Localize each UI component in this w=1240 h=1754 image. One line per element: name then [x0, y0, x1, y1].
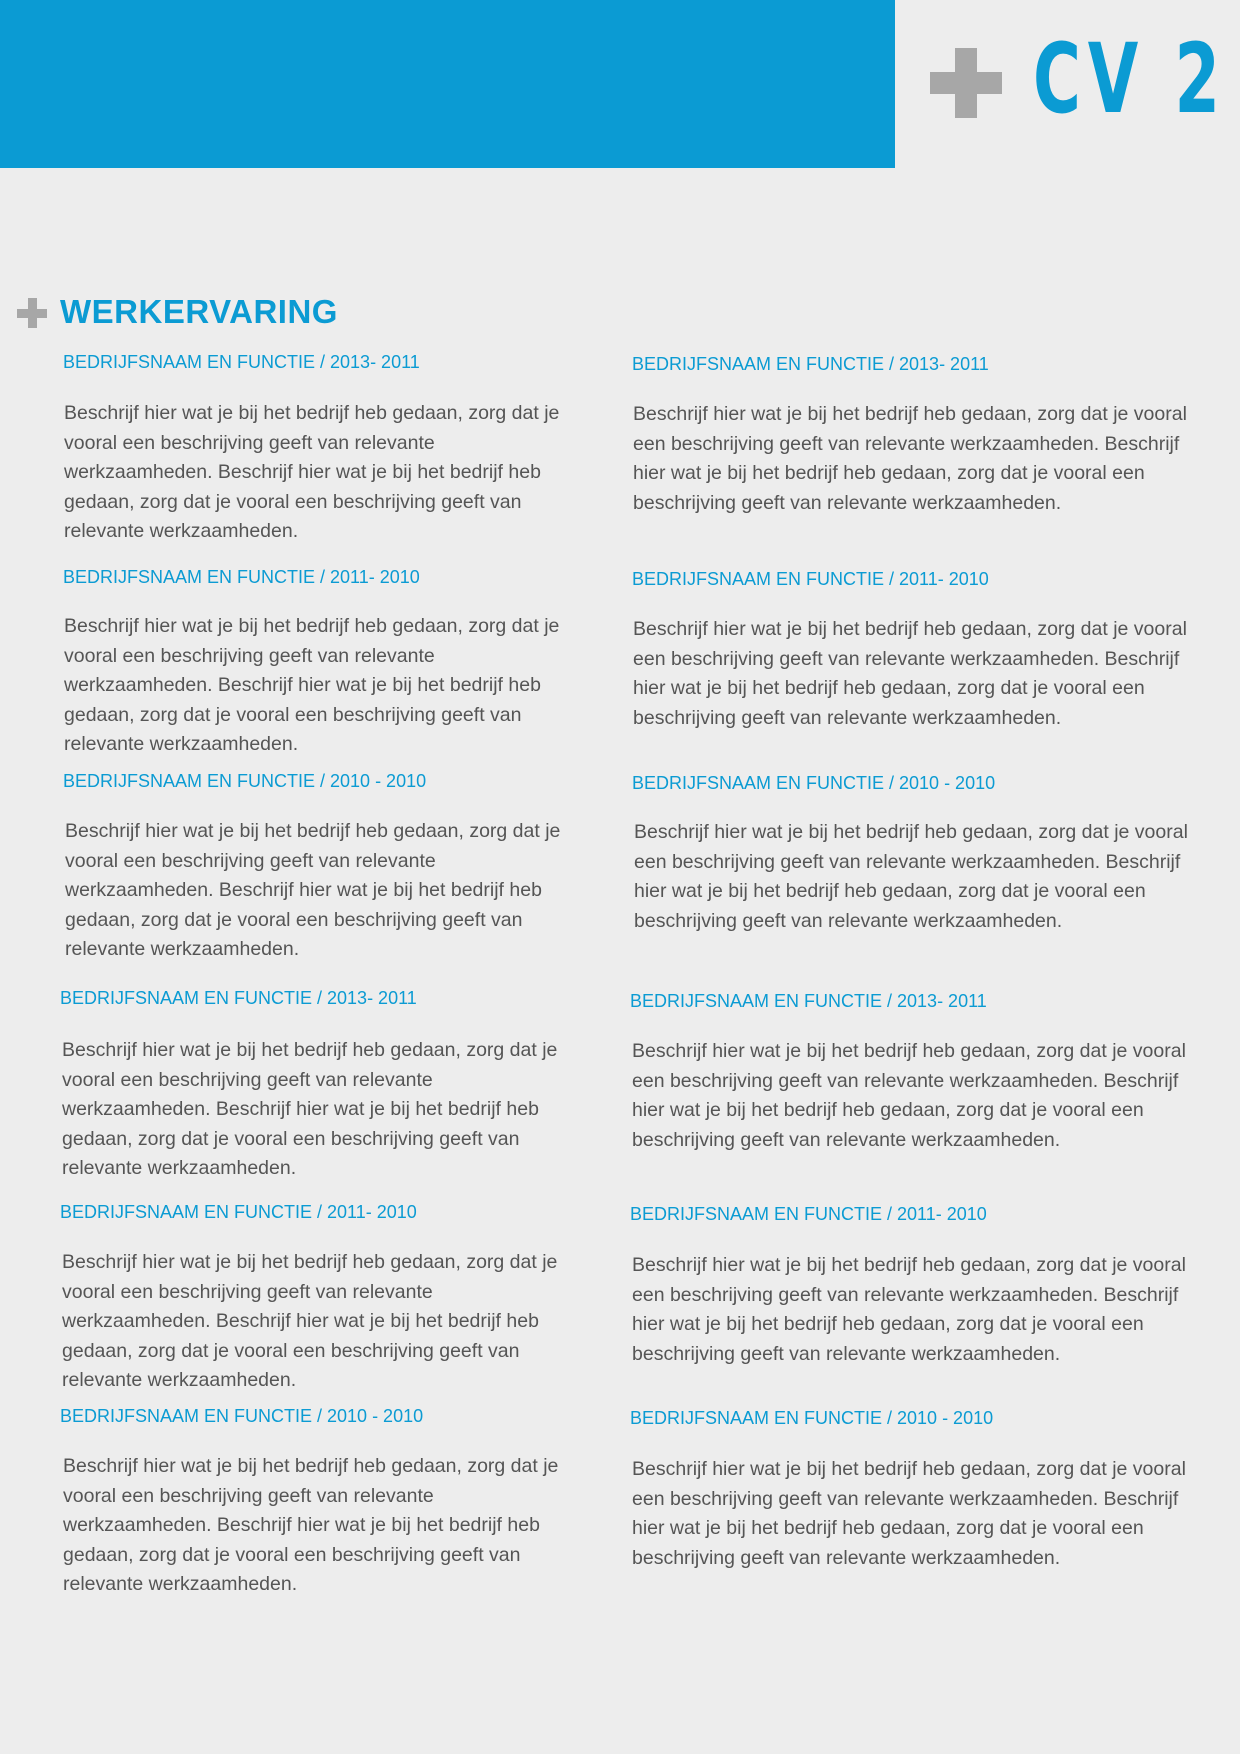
job-title: BEDRIJFSNAAM EN FUNCTIE / 2011- 2010 — [60, 1202, 417, 1222]
job-description: Beschrijf hier wat je bij het bedrijf heb gedaan, zorg dat je vooral een beschrijving geeft van relevante werkzaamheden. Beschrijf hier wat je bij het bedrijf heb gedaan, zorg dat je vooral een beschrijving geeft van relevante werkzaamheden. — [64, 402, 560, 542]
job-title: BEDRIJFSNAAM EN FUNCTIE / 2013- 2011 — [630, 991, 987, 1011]
job-description: Beschrijf hier wat je bij het bedrijf heb gedaan, zorg dat je vooral een beschrijving geeft van relevante werkzaamheden. Beschrijf hier wat je bij het bedrijf heb gedaan, zorg dat je vooral een beschrijving geeft van relevante werkzaamheden. — [62, 1039, 558, 1179]
page-title: CV 2 — [1033, 23, 1227, 135]
job-description: Beschrijf hier wat je bij het bedrijf heb gedaan, zorg dat je vooral een beschrijving geeft van relevante werkzaamheden. Beschrijf hier wat je bij het bedrijf heb gedaan, zorg dat je vooral een beschrijving geeft van relevante werkzaamheden. — [63, 1455, 559, 1595]
job-title: BEDRIJFSNAAM EN FUNCTIE / 2013- 2011 — [63, 352, 420, 372]
job-description: Beschrijf hier wat je bij het bedrijf heb gedaan, zorg dat je vooral een beschrijving geeft van relevante werkzaamheden. Beschrijf hier wat je bij het bedrijf heb gedaan, zorg dat je vooral een beschrijving geeft van relevante werkzaamheden. — [633, 618, 1187, 729]
job-description: Beschrijf hier wat je bij het bedrijf heb gedaan, zorg dat je vooral een beschrijving geeft van relevante werkzaamheden. Beschrijf hier wat je bij het bedrijf heb gedaan, zorg dat je vooral een beschrijving geeft van relevante werkzaamheden. — [633, 403, 1187, 514]
job-title: BEDRIJFSNAAM EN FUNCTIE / 2011- 2010 — [63, 567, 420, 587]
job-description: Beschrijf hier wat je bij het bedrijf heb gedaan, zorg dat je vooral een beschrijving geeft van relevante werkzaamheden. Beschrijf hier wat je bij het bedrijf heb gedaan, zorg dat je vooral een beschrijving geeft van relevante werkzaamheden. — [632, 1458, 1186, 1569]
section-title: WERKERVARING — [60, 293, 338, 330]
job-title: BEDRIJFSNAAM EN FUNCTIE / 2013- 2011 — [60, 988, 417, 1008]
job-title: BEDRIJFSNAAM EN FUNCTIE / 2011- 2010 — [632, 569, 989, 589]
job-title: BEDRIJFSNAAM EN FUNCTIE / 2010 - 2010 — [632, 773, 996, 793]
job-title: BEDRIJFSNAAM EN FUNCTIE / 2010 - 2010 — [63, 771, 427, 791]
plus-icon — [930, 48, 1002, 118]
section-plus-icon — [17, 298, 47, 328]
job-description: Beschrijf hier wat je bij het bedrijf heb gedaan, zorg dat je vooral een beschrijving geeft van relevante werkzaamheden. Beschrijf hier wat je bij het bedrijf heb gedaan, zorg dat je vooral een beschrijving geeft van relevante werkzaamheden. — [632, 1040, 1186, 1151]
job-title: BEDRIJFSNAAM EN FUNCTIE / 2011- 2010 — [630, 1204, 987, 1224]
job-description: Beschrijf hier wat je bij het bedrijf heb gedaan, zorg dat je vooral een beschrijving geeft van relevante werkzaamheden. Beschrijf hier wat je bij het bedrijf heb gedaan, zorg dat je vooral een beschrijving geeft van relevante werkzaamheden. — [634, 821, 1188, 932]
job-title: BEDRIJFSNAAM EN FUNCTIE / 2013- 2011 — [632, 354, 989, 374]
job-description: Beschrijf hier wat je bij het bedrijf heb gedaan, zorg dat je vooral een beschrijving geeft van relevante werkzaamheden. Beschrijf hier wat je bij het bedrijf heb gedaan, zorg dat je vooral een beschrijving geeft van relevante werkzaamheden. — [64, 615, 560, 755]
job-description: Beschrijf hier wat je bij het bedrijf heb gedaan, zorg dat je vooral een beschrijving geeft van relevante werkzaamheden. Beschrijf hier wat je bij het bedrijf heb gedaan, zorg dat je vooral een beschrijving geeft van relevante werkzaamheden. — [632, 1254, 1186, 1365]
job-description: Beschrijf hier wat je bij het bedrijf heb gedaan, zorg dat je vooral een beschrijving geeft van relevante werkzaamheden. Beschrijf hier wat je bij het bedrijf heb gedaan, zorg dat je vooral een beschrijving geeft van relevante werkzaamheden. — [65, 820, 561, 960]
job-title: BEDRIJFSNAAM EN FUNCTIE / 2010 - 2010 — [630, 1408, 994, 1428]
job-title: BEDRIJFSNAAM EN FUNCTIE / 2010 - 2010 — [60, 1406, 424, 1426]
job-description: Beschrijf hier wat je bij het bedrijf heb gedaan, zorg dat je vooral een beschrijving geeft van relevante werkzaamheden. Beschrijf hier wat je bij het bedrijf heb gedaan, zorg dat je vooral een beschrijving geeft van relevante werkzaamheden. — [62, 1251, 558, 1391]
header-banner — [0, 0, 895, 168]
